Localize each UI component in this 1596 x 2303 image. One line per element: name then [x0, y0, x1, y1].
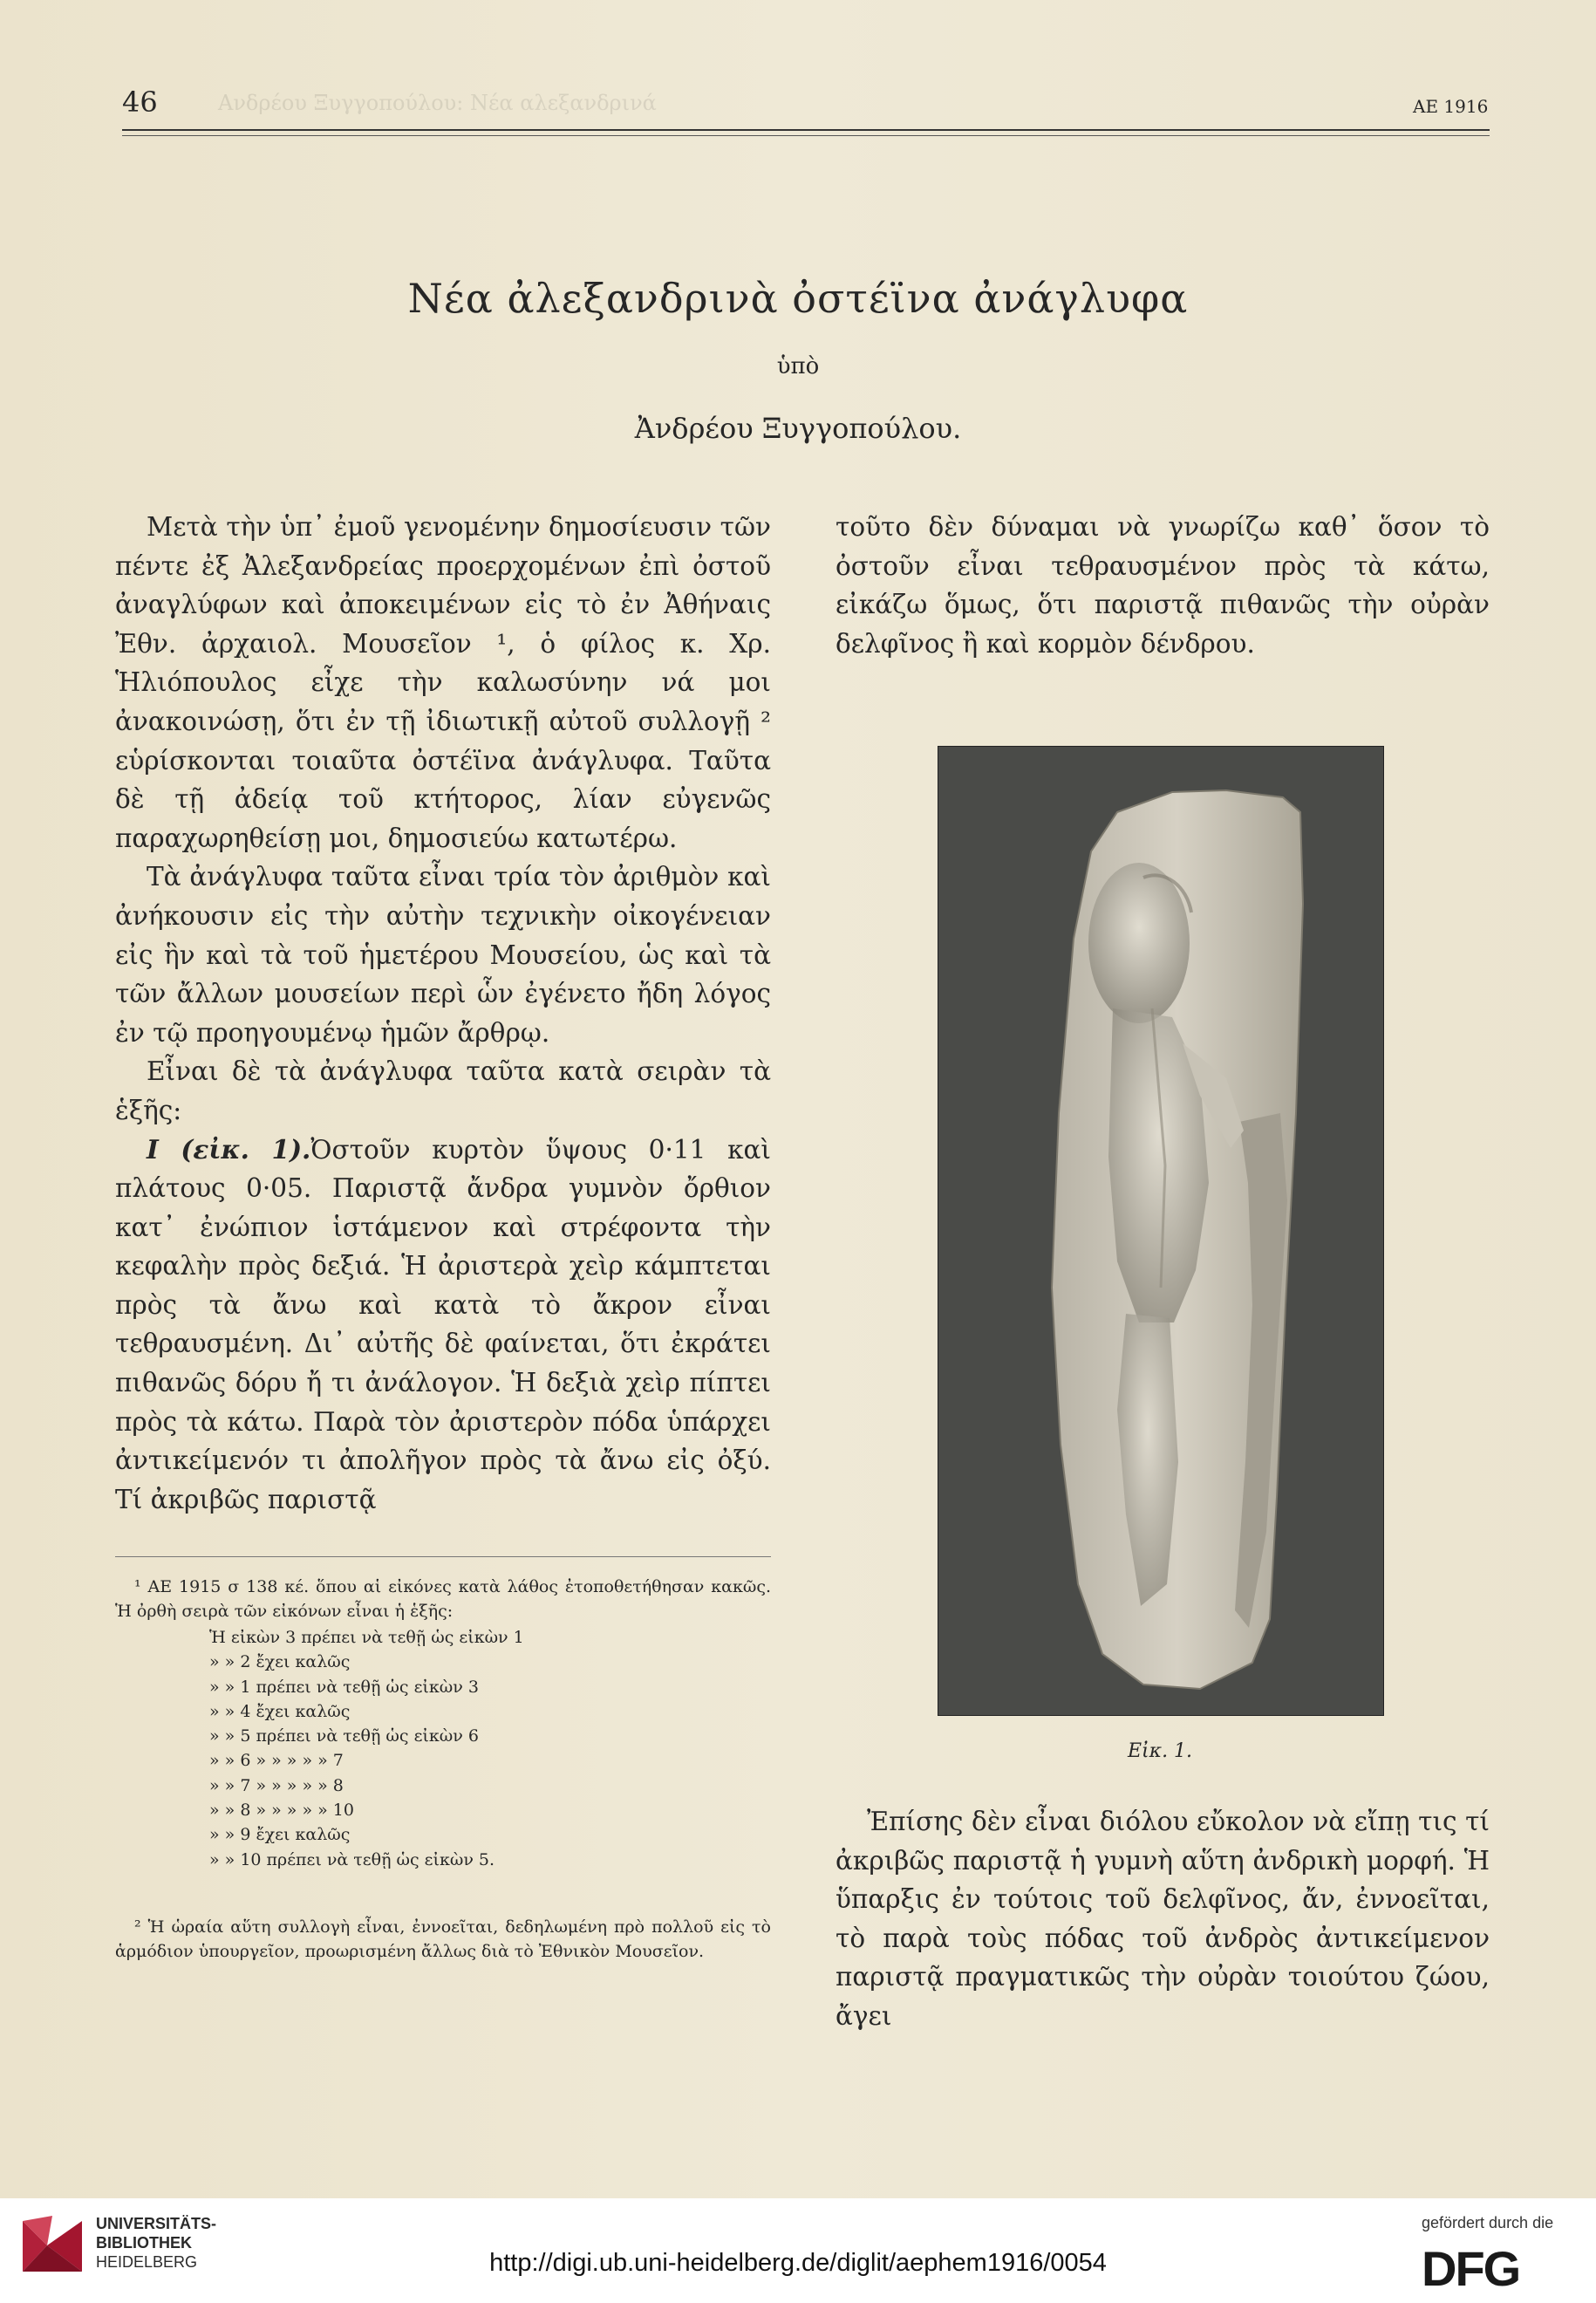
footnote-text: ¹ ΑΕ 1915 σ 138 κέ. ὅπου αἱ εἰκόνες κατὰ λάθος ἐτοποθετήθησαν κακῶς. Ἡ ὀρθὴ σειρὰ τῶν εἰκόνων εἶναι ἡ ἑξῆς:: [115, 1577, 771, 1622]
header-rule: [122, 129, 1490, 131]
library-name-line: BIBLIOTHEK: [96, 2234, 192, 2252]
paragraph: Τὰ ἀνάγλυφα ταῦτα εἶναι τρία τὸν ἀριθμὸν καὶ ἀνήκουσιν εἰς τὴν αὐτὴν τεχνικὴν οἰκογένειαν εἰς ἣν καὶ τὰ τοῦ ἡμετέρου Μουσείου, ὡς καὶ τὰ τῶν ἄλλων μουσείων περὶ ὧν ἐγένετο ἤδη λόγος ἐν τῷ προηγουμένῳ ἡμῶν ἄρθρῳ.: [115, 862, 771, 1048]
paragraph: Ἐπίσης δὲν εἶναι διόλου εὔκολον νὰ εἴπῃ τις τί ἀκριβῶς παριστᾷ ἡ γυμνὴ αὕτη ἀνδρικὴ μορφή. Ἡ ὕπαρξις ἐν τούτοις τοῦ δελφῖνος, ἄν, ἐννοεῖται, τὸ παρὰ τοὺς πόδας τοῦ ἀνδρὸς ἀντικείμενον παριστᾷ πραγματικῶς τὴν οὐρὰν τοιούτου ζώου, ἄγει: [836, 1807, 1490, 2031]
list-item: » » 10 πρέπει νὰ τεθῇ ὡς εἰκὼν 5.: [209, 1849, 495, 1869]
paragraph: [115, 1131, 771, 1520]
dfg-logo: DFG: [1422, 2241, 1520, 2296]
right-column-bottom: [836, 1802, 1490, 2036]
paragraph: Μετὰ τὴν ὑπ᾽ ἐμοῦ γενομένην δημοσίευσιν τῶν πέντε ἐξ Ἀλεξανδρείας προερχομένων ἐπὶ ὀστοῦ ἀναγλύφων καὶ ἀποκειμένων εἰς τὸ ἐν Ἀθήναις Ἐθν. ἀρχαιολ. Μουσεῖον ¹, ὁ φίλος κ. Χρ. Ἡλιόπουλος εἶχε τὴν καλωσύνην νά μοι ἀνακοινώσῃ, ὅτι ἐν τῇ ἰδιωτικῇ αὐτοῦ συλλογῇ ² εὑρίσκονται τοιαῦτα ὀστέϊνα ἀνάγλυφα. Ταῦτα δὲ τῇ ἀδείᾳ τοῦ κτήτορος, λίαν εὐγενῶς παραχωρηθείσῃ μοι, δημοσιεύω κατωτέρω.: [115, 512, 771, 853]
item-lead: Ι (εἰκ. 1).: [147, 1133, 311, 1165]
figure-photo: [938, 746, 1384, 1716]
journal-label: ΑΕ 1916: [1413, 96, 1489, 117]
footnote-2: [115, 1915, 771, 1965]
figure-caption: Εἰκ. 1.: [1127, 1740, 1193, 1762]
show-through-text: Ανδρέου Ξυγγοπούλου: Νέα αλεξανδρινά: [218, 91, 657, 115]
library-name-line: HEIDELBERG: [96, 2253, 198, 2271]
sponsor-label: gefördert durch die: [1422, 2214, 1554, 2231]
list-item: » » 2 ἔχει καλῶς: [209, 1652, 351, 1672]
paragraph-text: Ὀστοῦν κυρτὸν ὕψους 0·11 καὶ πλάτους 0·05. Παριστᾷ ἄνδρα γυμνὸν ὄρθιον κατ᾽ ἐνώπιον ἱστάμενον καὶ στρέφοντα τὴν κεφαλὴν πρὸς δεξιά. Ἡ ἀριστερὰ χεὶρ κάμπτεται πρὸς τὰ ἄνω καὶ κατὰ τὸ ἄκρον εἶναι τεθραυσμένη. Δι᾽ αὐτῆς δὲ φαίνεται, ὅτι ἐκράτει πιθανῶς δόρυ ἤ τι ἀνάλογον. Ἡ δεξιὰ χεὶρ πίπτει πρὸς τὰ κάτω. Παρὰ τὸν ἀριστερὸν πόδα ὑπάρχει ἀντικείμενόν τι ἀπολῆγον πρὸς τὰ ἄνω εἰς ὀξύ. Τί ἀκριβῶς παριστᾷ: [115, 1134, 771, 1514]
list-item: » » 5 πρέπει νὰ τεθῇ ὡς εἰκὼν 6: [209, 1726, 479, 1746]
list-item: » » 7 » » » » » 8: [209, 1775, 344, 1795]
byline: ὑπὸ: [776, 353, 820, 379]
left-column: [115, 508, 771, 1519]
list-item: Ἡ εἰκὼν 3 πρέπει νὰ τεθῇ ὡς εἰκὼν 1: [209, 1628, 524, 1647]
library-name-line: UNIVERSITÄTS-: [96, 2215, 217, 2232]
footnote-1: [115, 1575, 771, 1624]
list-item: » » 8 » » » » » 10: [209, 1801, 354, 1821]
list-item: » » 9 ἔχει καλῶς: [209, 1825, 351, 1845]
bone-relief-image: [938, 747, 1383, 1715]
footnote-text: ² Ἡ ὡραία αὕτη συλλογὴ εἶναι, ἐννοεῖται, δεδηλωμένη πρὸ πολλοῦ εἰς τὸ ἁρμόδιον ὑπουργεῖον, προωρισμένη ἄλλως διὰ τὸ Ἐθνικὸν Μουσεῖον.: [115, 1917, 771, 1962]
list-item: » » 6 » » » » » 7: [209, 1751, 344, 1771]
list-item: » » 4 ἔχει καλῶς: [209, 1701, 351, 1721]
page-number: 46: [122, 85, 158, 119]
paragraph: Εἶναι δὲ τὰ ἀνάγλυφα ταῦτα κατὰ σειρὰν τὰ ἑξῆς:: [115, 1056, 771, 1125]
permalink[interactable]: http://digi.ub.uni-heidelberg.de/diglit/aephem1916/0054: [489, 2249, 1107, 2277]
header-rule-thin: [122, 135, 1490, 136]
footnote-rule: [115, 1556, 771, 1557]
paragraph: τοῦτο δὲν δύναμαι νὰ γνωρίζω καθ᾽ ὅσον τὸ ὀστοῦν εἶναι τεθραυσμένον πρὸς τὰ κάτω, εἰκάζω ὅμως, ὅτι παριστᾷ πιθανῶς τὴν οὐρὰν δελφῖνος ἢ καὶ κορμὸν δένδρου.: [836, 512, 1490, 659]
right-column-top: [836, 508, 1490, 663]
list-item: » » 1 πρέπει νὰ τεθῇ ὡς εἰκὼν 3: [209, 1677, 479, 1697]
footnote-list: [209, 1625, 524, 1872]
author-name: Ἀνδρέου Ξυγγοπούλου.: [634, 412, 962, 445]
article-title: Νέα ἀλεξανδρινὰ ὀστέϊνα ἀνάγλυφα: [407, 275, 1189, 322]
